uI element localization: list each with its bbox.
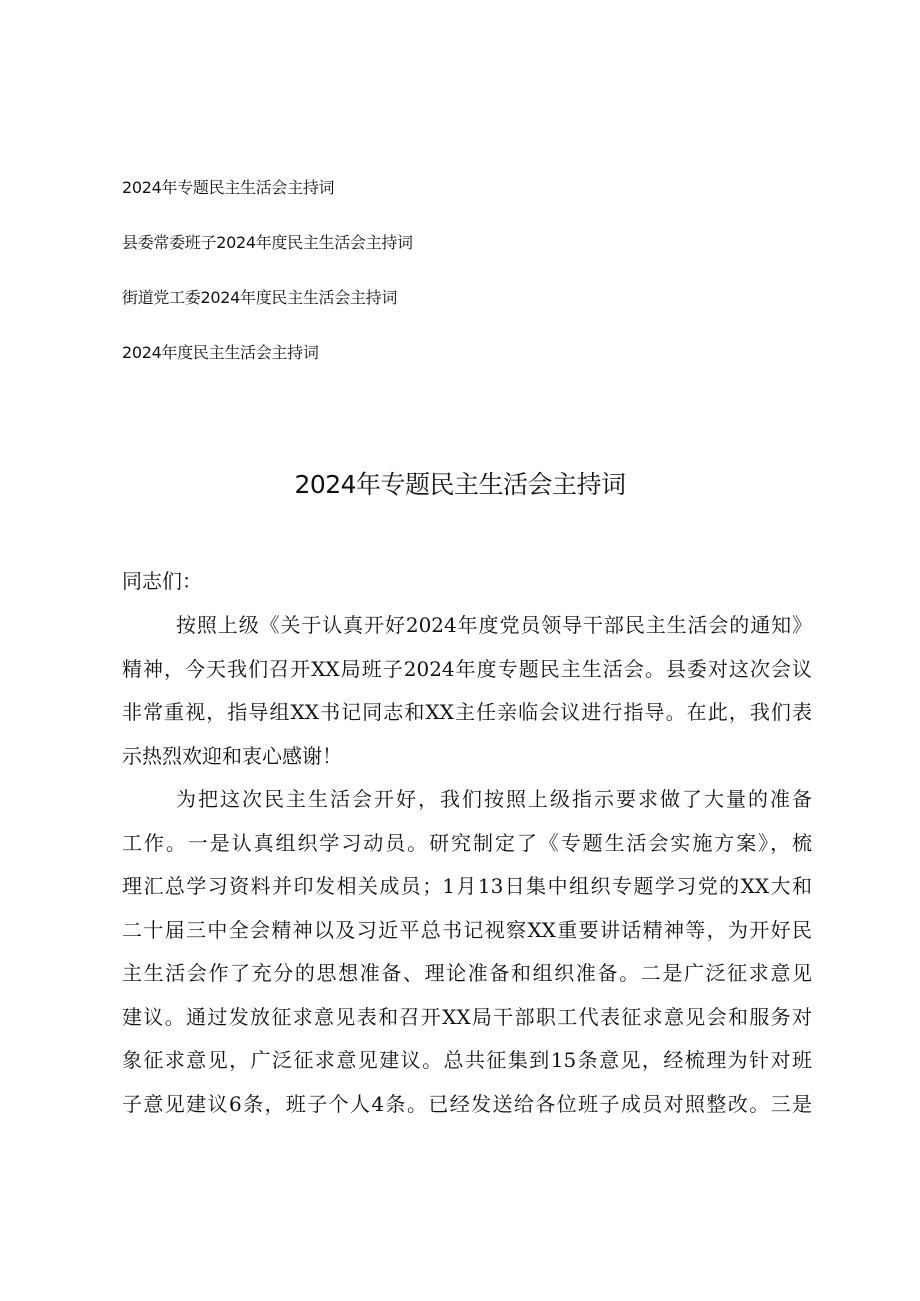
paragraph-line: 按照上级《关于认真开好2024年度党员领导干部民主生活会的通知》 (176, 613, 812, 637)
paragraph-line: 建议。通过发放征求意见表和召开XX局干部职工代表征求意见会和服务对 (122, 1005, 812, 1029)
toc-item: 县委常委班子2024年度民主生活会主持词 (122, 233, 413, 252)
paragraph-line: 主生活会作了充分的思想准备、理论准备和组织准备。二是广泛征求意见 (122, 961, 812, 985)
paragraph-line: 非常重视，指导组XX书记同志和XX主任亲临会议进行指导。在此，我们表 (122, 700, 812, 724)
toc-item: 2024年专题民主生活会主持词 (122, 178, 335, 197)
paragraph-line: 示热烈欢迎和衷心感谢！ (122, 744, 342, 768)
salutation: 同志们： (122, 569, 202, 593)
paragraph-line: 工作。一是认真组织学习动员。研究制定了《专题生活会实施方案》，梳 (122, 831, 812, 855)
paragraph-line: 象征求意见，广泛征求意见建议。总共征集到15条意见，经梳理为针对班 (122, 1048, 812, 1072)
document-title: 2024年专题民主生活会主持词 (294, 470, 626, 499)
paragraph-line: 精神，今天我们召开XX局班子2024年度专题民主生活会。县委对这次会议 (122, 657, 812, 681)
paragraph-line: 子意见建议6条，班子个人4条。已经发送给各位班子成员对照整改。三是 (122, 1092, 812, 1116)
table-of-contents (122, 176, 722, 396)
paragraph-line: 二十届三中全会精神以及习近平总书记视察XX重要讲话精神等，为开好民 (122, 918, 812, 942)
paragraph-line: 为把这次民主生活会开好，我们按照上级指示要求做了大量的准备 (176, 787, 812, 811)
paragraph-line: 理汇总学习资料并印发相关成员；1月13日集中组织专题学习党的XX大和 (122, 874, 812, 898)
toc-item: 街道党工委2024年度民主生活会主持词 (122, 288, 398, 307)
toc-item: 2024年度民主生活会主持词 (122, 343, 319, 362)
